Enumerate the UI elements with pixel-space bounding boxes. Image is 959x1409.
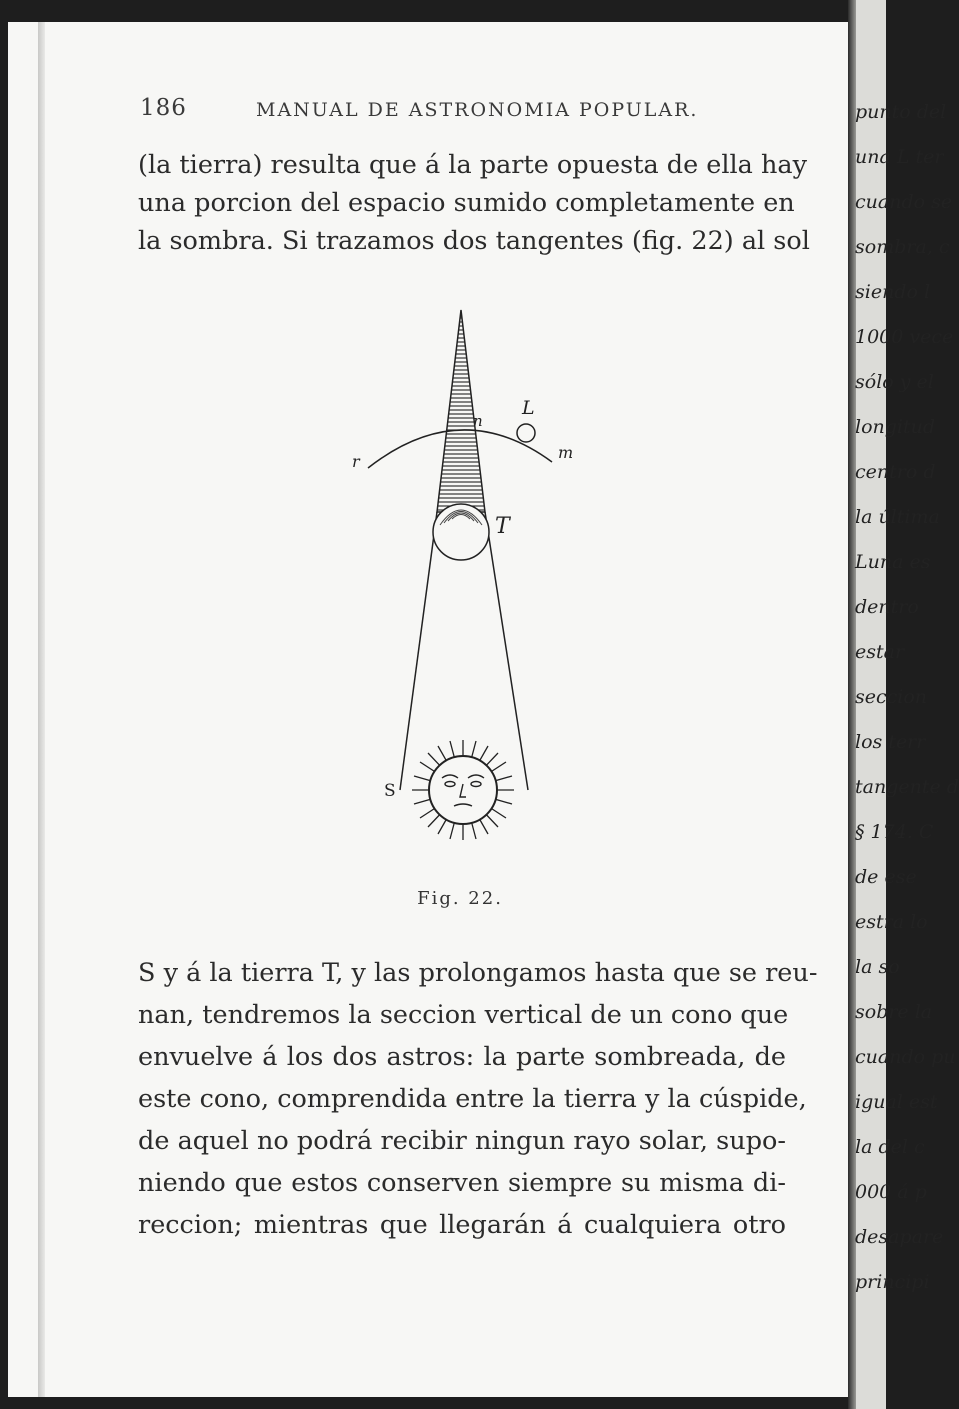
text-line: envuelve á los dos astros: la parte sombreada, de xyxy=(138,1042,786,1072)
fragment: desapare xyxy=(855,1226,944,1248)
adjacent-page-text xyxy=(855,90,959,1305)
paragraph-top xyxy=(138,146,810,260)
figure-22 xyxy=(330,300,600,870)
label-T: T xyxy=(495,514,510,539)
running-head xyxy=(140,95,780,135)
fragment: cuando pu xyxy=(855,1046,956,1068)
fragment: la so xyxy=(855,956,900,978)
label-m: m xyxy=(558,443,574,462)
text-line: S y á la tierra T, y las prolongamos hasta que se reu- xyxy=(138,958,818,988)
fragment: estar xyxy=(855,641,905,663)
fragment: Luna es xyxy=(855,551,931,573)
fragment: seccion xyxy=(855,686,928,708)
text-line: niendo que estos conserven siempre su misma di- xyxy=(138,1168,786,1198)
page-number: 186 xyxy=(140,95,187,121)
fragment: punto del xyxy=(855,101,947,123)
tangent-left xyxy=(400,512,437,790)
label-n: n xyxy=(473,412,483,430)
fragment: longitud xyxy=(855,416,936,438)
fragment: cuando se xyxy=(855,191,953,213)
fragment: una L ter xyxy=(855,146,944,168)
fragment: centro d xyxy=(855,461,936,483)
fragment: siendo l xyxy=(855,281,931,303)
fragment: 1000 vece xyxy=(855,326,954,348)
fragment: § 174. C xyxy=(855,821,934,843)
fragment: igual est xyxy=(855,1091,938,1113)
text-line: la sombra. Si trazamos dos tangentes (fig. 22) al sol xyxy=(138,226,810,256)
fragment: dentro xyxy=(855,596,919,618)
fragment: 000 á p xyxy=(855,1181,927,1203)
text-line: una porcion del espacio sumido completamente en xyxy=(138,188,795,218)
sun-circle xyxy=(429,756,497,824)
text-line: reccion; mientras que llegarán á cualquiera otro xyxy=(138,1210,786,1240)
moon-circle xyxy=(517,424,535,442)
fragment: principi xyxy=(855,1271,930,1293)
figure-caption: Fig. 22. xyxy=(417,888,503,909)
page-gutter xyxy=(38,22,45,1397)
fragment: la última xyxy=(855,506,940,528)
fragment: de ese xyxy=(855,866,917,888)
text-line: de aquel no podrá recibir ningun rayo solar, supo- xyxy=(138,1126,786,1156)
fragment: sombra, c xyxy=(855,236,950,258)
earth-circle xyxy=(433,504,489,560)
text-line: este cono, comprendida entre la tierra y la cúspide, xyxy=(138,1084,807,1114)
label-L: L xyxy=(522,397,535,419)
shadow-cone-diagram xyxy=(330,300,600,870)
running-title: MANUAL DE ASTRONOMIA POPULAR. xyxy=(256,99,699,121)
umbra-cone xyxy=(437,310,485,512)
fragment: estra lo xyxy=(855,911,928,933)
fragment: tangente d xyxy=(855,776,959,798)
paragraph-bottom xyxy=(138,952,818,1246)
fragment: sólo y el xyxy=(855,371,934,393)
label-S: S xyxy=(384,781,396,801)
text-line: nan, tendremos la seccion vertical de un cono que xyxy=(138,1000,789,1030)
tangent-right xyxy=(485,512,528,790)
text-line: (la tierra) resulta que á la parte opuesta de ella hay xyxy=(138,150,808,180)
label-r: r xyxy=(352,452,360,471)
fragment: sobre la xyxy=(855,1001,933,1023)
fragment: la del c xyxy=(855,1136,925,1158)
adjacent-page-edge xyxy=(848,0,959,1409)
fragment: los terr xyxy=(855,731,926,753)
